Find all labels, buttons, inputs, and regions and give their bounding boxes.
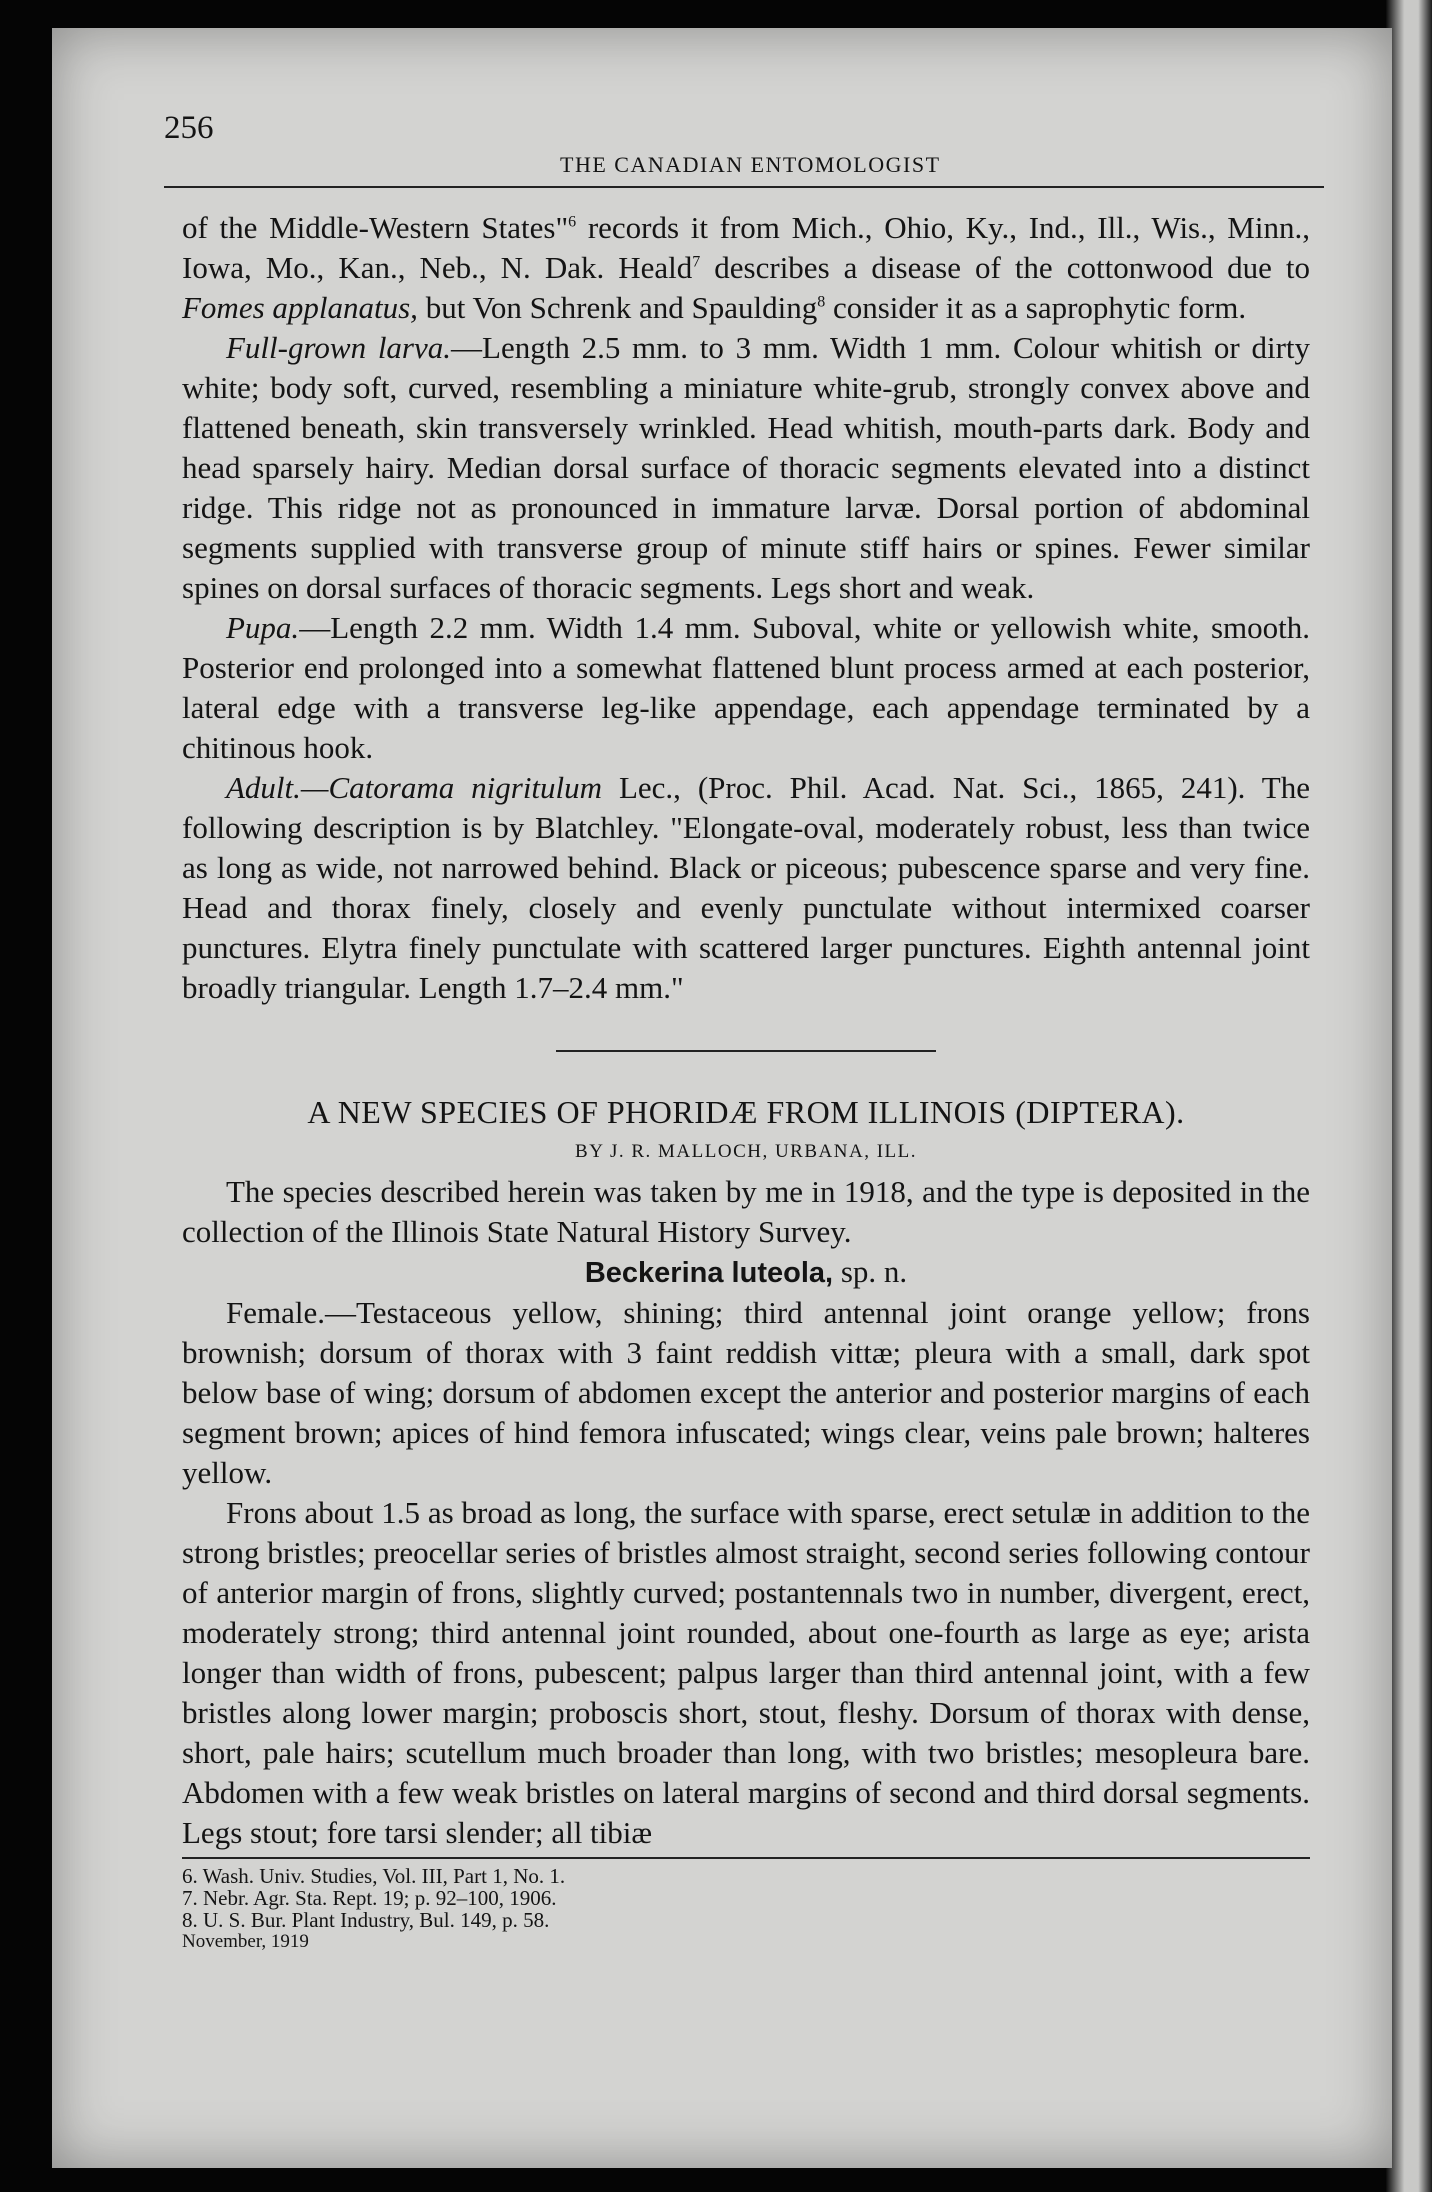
footnote-7: 7. Nebr. Agr. Sta. Rept. 19; p. 92–100, 1906. <box>182 1886 557 1910</box>
section-divider <box>556 1050 936 1052</box>
intro-paragraph: of the Middle-Western States"$^6$ records it from Mich., Ohio, Ky., Ind., Ill., Wis., Minn., Iowa, Mo., Kan., Neb., N. Dak. Heald$^7$ describes a disease of the cottonwood due to Fomes applanatus, but Von Schrenk and Spaulding$^8$ consider it as a saprophytic form. <box>182 210 1310 325</box>
article-title: A NEW SPECIES OF PHORIDÆ FROM ILLINOIS (DIPTERA). <box>307 1094 1185 1130</box>
pupa-paragraph: Pupa.—Length 2.2 mm. Width 1.4 mm. Suboval, white or yellowish white, smooth. Posterior end prolonged into a somewhat flattened blunt process armed at each posterior, lateral edge with a transverse leg-like appendage, each appendage terminated by a chitinous hook. <box>182 610 1310 765</box>
header-rule <box>164 186 1324 188</box>
body-text <box>182 208 1310 1953</box>
adult-paragraph: Adult.—Catorama nigritulum Lec., (Proc. Phil. Acad. Nat. Sci., 1865, 241). The following description is by Blatchley. "Elongate-oval, moderately robust, less than twice as long as wide, not narrowed behind. Black or piceous; pubescence sparse and very fine. Head and thorax finely, closely and evenly punctulate without intermixed coarser punctures. Elytra finely punctulate with scattered larger punctures. Eighth antennal joint broadly triangular. Length 1.7–2.4 mm." <box>182 770 1310 1005</box>
journal-page <box>52 28 1392 2168</box>
frons-paragraph: Frons about 1.5 as broad as long, the surface with sparse, erect setulæ in addition to the strong bristles; preocellar series of bristles almost straight, second series following contour of anterior margin of frons, slightly curved; postantennals two in number, divergent, erect, moderately strong; third antennal joint rounded, about one-fourth as large as eye; arista longer than width of frons, pubescent; palpus larger than third antennal joint, with a few bristles along lower margin; proboscis short, stout, fleshy. Dorsum of thorax with dense, short, pale hairs; scutellum much broader than long, with two bristles; mesopleura bare. Abdomen with a few weak bristles on lateral margins of second and third dorsal segments. Legs stout; fore tarsi slender; all tibiæ <box>182 1495 1310 1850</box>
larva-paragraph: Full-grown larva.—Length 2.5 mm. to 3 mm. Width 1 mm. Colour whitish or dirty white; body soft, curved, resembling a miniature white-grub, strongly convex above and flattened beneath, skin transversely wrinkled. Head whitish, mouth-parts dark. Body and head sparsely hairy. Median dorsal surface of thoracic segments elevated into a distinct ridge. This ridge not as pronounced in immature larvæ. Dorsal portion of abdominal segments supplied with transverse group of minute stiff hairs or spines. Fewer similar spines on dorsal surfaces of thoracic segments. Legs short and weak. <box>182 330 1310 605</box>
female-paragraph: Female.—Testaceous yellow, shining; third antennal joint orange yellow; frons brownish; dorsum of thorax with 3 faint reddish vittæ; pleura with a small, dark spot below base of wing; dorsum of abdomen except the anterior and posterior margins of each segment brown; apices of hind femora infuscated; wings clear, veins pale brown; halteres yellow. <box>182 1295 1310 1490</box>
issue-date: November, 1919 <box>182 1931 309 1952</box>
article-intro: The species described herein was taken by me in 1918, and the type is deposited in the collection of the Illinois State Natural History Survey. <box>182 1174 1310 1249</box>
article-byline: BY J. R. MALLOCH, URBANA, ILL. <box>575 1141 917 1162</box>
footnote-rule <box>182 1857 1310 1859</box>
footnote-8: 8. U. S. Bur. Plant Industry, Bul. 149, p. 58. <box>182 1908 550 1932</box>
adult-label: Adult.—Catorama nigritulum <box>226 770 603 805</box>
species-heading: Beckerina luteola, sp. n. <box>584 1254 908 1289</box>
footnotes <box>182 1865 1310 1953</box>
pupa-label: Pupa. <box>226 610 300 645</box>
larva-label: Full-grown larva. <box>226 330 452 365</box>
page-number: 256 <box>164 110 214 146</box>
scan-edge <box>1386 0 1432 2192</box>
species-name: Beckerina luteola, <box>584 1257 834 1289</box>
running-head: THE CANADIAN ENTOMOLOGIST <box>560 152 941 177</box>
page-header <box>164 110 1324 177</box>
footnote-6: 6. Wash. Univ. Studies, Vol. III, Part 1, No. 1. <box>182 1864 566 1888</box>
